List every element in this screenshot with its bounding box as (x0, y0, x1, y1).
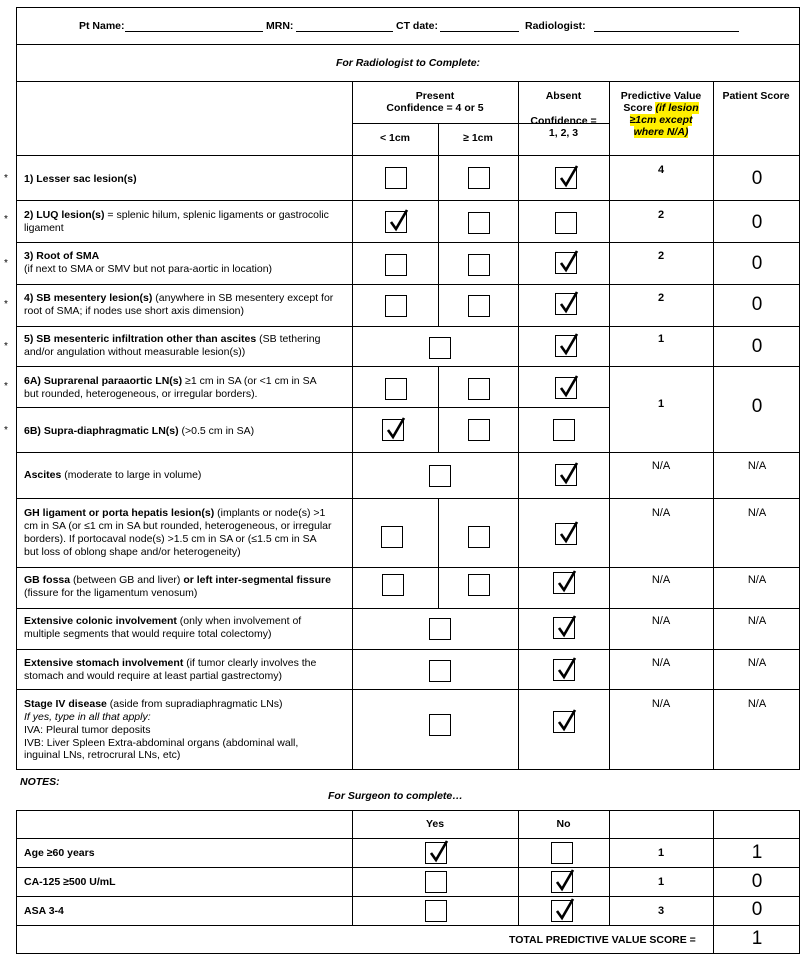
patient-score: N/A (747, 615, 767, 627)
checkmark-icon (555, 711, 577, 733)
row-sma-label: 3) Root of SMA (24, 250, 100, 262)
checkbox-absent[interactable] (553, 572, 575, 594)
patient-score: N/A (747, 574, 767, 586)
checkbox-ge1cm[interactable] (468, 574, 490, 596)
required-star: * (4, 173, 8, 184)
pv-value: N/A (651, 698, 671, 710)
patient-score: 0 (751, 336, 763, 357)
checkbox-absent[interactable] (555, 523, 577, 545)
checkbox-yes[interactable] (425, 842, 447, 864)
checkbox-lt1cm[interactable] (382, 419, 404, 441)
patient-score: 1 (751, 842, 763, 863)
pv-header-line4: where N/A) (633, 126, 689, 138)
checkmark-icon (384, 419, 406, 441)
surgeon-row-label: Age ≥60 years (24, 847, 95, 859)
pv-value: 2 (657, 292, 665, 304)
row-sb-infiltration-label: 5) SB mesenteric infiltration other than ascites (SB tethering (24, 333, 321, 345)
present-confidence: Confidence = 4 or 5 (386, 102, 484, 114)
checkbox-absent[interactable] (555, 293, 577, 315)
checkbox-absent[interactable] (553, 659, 575, 681)
row-sb-mesentery-label: 4) SB mesentery lesion(s) (anywhere in SB mesentery except for (24, 292, 334, 304)
absent-header: Absent (545, 90, 582, 102)
present-header: Present (415, 90, 455, 102)
pt-name-label: Pt Name: (79, 20, 125, 32)
row-stage-iv-line5: inguinal LNs, retrocrural LNs, etc) (24, 749, 181, 761)
checkmark-icon (427, 842, 449, 864)
pv-value: N/A (651, 460, 671, 472)
pv-value: N/A (651, 657, 671, 669)
row-sb-infiltration-line2: and/or angulation without measurable lesion(s)) (24, 346, 246, 358)
required-star: * (4, 425, 8, 436)
patient-score: 0 (751, 212, 763, 233)
row-luq-label: 2) LUQ lesion(s) = splenic hilum, splenic ligaments or gastrocolic (24, 209, 329, 221)
checkbox-present[interactable] (429, 465, 451, 487)
checkbox-present[interactable] (429, 714, 451, 736)
row-stomach-label: Extensive stomach involvement (if tumor clearly involves the (24, 657, 317, 669)
yes-header: Yes (425, 818, 445, 830)
no-header: No (556, 818, 571, 830)
checkbox-ge1cm[interactable] (468, 419, 490, 441)
row-stage-iv-line3: IVA: Pleural tumor deposits (24, 724, 151, 736)
checkmark-icon (387, 211, 409, 233)
checkmark-icon (557, 464, 579, 486)
row-stage-iv-line4: IVB: Liver Spleen Extra-abdominal organs (abdominal wall, (24, 737, 299, 749)
checkbox-no[interactable] (551, 871, 573, 893)
row-gb-fossa-label: GB fossa (between GB and liver) or left inter-segmental fissure (24, 574, 331, 586)
row-supradiaphragmatic-label: 6B) Supra-diaphragmatic LN(s) (>0.5 cm in SA) (24, 425, 255, 437)
checkmark-icon (553, 871, 575, 893)
row-stomach-line2: stomach and would require at least partial gastrectomy) (24, 670, 282, 682)
checkbox-lt1cm[interactable] (385, 167, 407, 189)
required-star: * (4, 258, 8, 269)
absent-confidence-values: 1, 2, 3 (548, 127, 579, 139)
checkmark-icon (557, 335, 579, 357)
checkmark-icon (557, 377, 579, 399)
surgeon-section-title: For Surgeon to complete… (328, 790, 463, 802)
row-paraaortic-line2: but rounded, heterogeneous, or irregular borders). (24, 388, 258, 400)
row-stage-iv-label: Stage IV disease (aside from supradiaphragmatic LNs) (24, 698, 283, 710)
patient-score: N/A (747, 507, 767, 519)
checkbox-lt1cm[interactable] (382, 574, 404, 596)
radiologist-section-title: For Radiologist to Complete: (335, 57, 481, 69)
row-stage-iv-line2: If yes, type in all that apply: (24, 711, 151, 723)
checkbox-absent[interactable] (555, 377, 577, 399)
pv-header: Predictive Value (620, 90, 702, 102)
mrn-label: MRN: (266, 20, 294, 32)
checkmark-icon (555, 617, 577, 639)
checkbox-absent[interactable] (555, 464, 577, 486)
absent-confidence: Confidence = (530, 115, 597, 127)
row-lesser-sac-label: 1) Lesser sac lesion(s) (24, 173, 137, 185)
pv-value: 2 (657, 209, 665, 221)
checkbox-lt1cm[interactable] (385, 378, 407, 400)
pv-header-line3: ≥1cm except (629, 114, 693, 126)
checkbox-no[interactable] (551, 900, 573, 922)
pv-value: N/A (651, 615, 671, 627)
checkbox-lt1cm[interactable] (385, 254, 407, 276)
pv-value: 1 (657, 333, 665, 345)
checkbox-present[interactable] (429, 618, 451, 640)
patient-score: 0 (751, 871, 763, 892)
checkmark-icon (557, 523, 579, 545)
checkbox-lt1cm[interactable] (385, 295, 407, 317)
checkmark-icon (555, 659, 577, 681)
patient-score: N/A (747, 657, 767, 669)
checkbox-yes[interactable] (425, 900, 447, 922)
checkbox-ge1cm[interactable] (468, 378, 490, 400)
surgeon-row-label: ASA 3-4 (24, 905, 64, 917)
ge1cm-header: ≥ 1cm (463, 132, 493, 144)
checkbox-lt1cm[interactable] (381, 526, 403, 548)
pv-value: 4 (657, 164, 665, 176)
pv-value: N/A (651, 507, 671, 519)
ct-date-field[interactable] (440, 31, 519, 32)
radiologist-field[interactable] (594, 31, 739, 32)
lt1cm-header: < 1cm (379, 132, 411, 144)
patient-score: 0 (751, 294, 763, 315)
checkmark-icon (557, 293, 579, 315)
row-gh-line3: borders). If portocaval node(s) >1.5 cm in SA or (≤1.5 cm in SA (24, 533, 317, 545)
checkmark-icon (557, 252, 579, 274)
row-gh-line2: cm in SA (or ≤1 cm in SA but rounded, heterogeneous, or irregular (24, 520, 332, 532)
pv-value: 1 (657, 398, 665, 410)
pv-header-line2: Score (if lesion (623, 102, 699, 114)
checkmark-icon (555, 572, 577, 594)
checkbox-absent[interactable] (555, 335, 577, 357)
patient-score: 0 (751, 253, 763, 274)
surgeon-row-label: CA-125 ≥500 U/mL (24, 876, 116, 888)
checkbox-yes[interactable] (425, 871, 447, 893)
required-star: * (4, 299, 8, 310)
required-star: * (4, 341, 8, 352)
patient-score: N/A (747, 460, 767, 472)
checkbox-ge1cm[interactable] (468, 167, 490, 189)
total-score-value: 1 (751, 928, 763, 949)
patient-score-header: Patient Score (722, 90, 790, 102)
checkbox-present[interactable] (429, 337, 451, 359)
row-gh-ligament-label: GH ligament or porta hepatis lesion(s) (implants or node(s) >1 (24, 507, 326, 519)
patient-score: 0 (751, 168, 763, 189)
checkbox-absent[interactable] (553, 617, 575, 639)
patient-score: 0 (751, 396, 763, 417)
notes-label: NOTES: (20, 776, 60, 788)
row-luq-label-line2: ligament (24, 222, 64, 234)
row-paraaortic-label: 6A) Suprarenal paraaortic LN(s) ≥1 cm in SA (or <1 cm in SA (24, 375, 317, 387)
checkbox-ge1cm[interactable] (468, 212, 490, 234)
checkbox-ge1cm[interactable] (468, 295, 490, 317)
checkbox-ge1cm[interactable] (468, 526, 490, 548)
checkbox-ge1cm[interactable] (468, 254, 490, 276)
row-ascites-label: Ascites (moderate to large in volume) (24, 469, 202, 481)
pv-value: 2 (657, 250, 665, 262)
row-colonic-label: Extensive colonic involvement (only when involvement of (24, 615, 302, 627)
ct-date-label: CT date: (396, 20, 438, 32)
checkbox-present[interactable] (429, 660, 451, 682)
checkbox-absent[interactable] (553, 419, 575, 441)
row-sb-mesentery-line2: root of SMA; if nodes use short axis dimension) (24, 305, 245, 317)
row-colonic-line2: multiple segments that would require total colectomy) (24, 628, 272, 640)
row-gh-line4: but loss of oblong shape and/or heterogeneity) (24, 546, 241, 558)
mrn-field[interactable] (296, 31, 393, 32)
pv-value: 1 (657, 876, 665, 888)
checkbox-absent[interactable] (555, 212, 577, 234)
radiologist-label: Radiologist: (525, 20, 586, 32)
checkmark-icon (553, 900, 575, 922)
pv-value: 1 (657, 847, 665, 859)
checkbox-absent[interactable] (555, 252, 577, 274)
pt-name-field[interactable] (125, 31, 263, 32)
required-star: * (4, 214, 8, 225)
patient-score: N/A (747, 698, 767, 710)
checkbox-no[interactable] (551, 842, 573, 864)
checkbox-absent[interactable] (553, 711, 575, 733)
checkbox-lt1cm[interactable] (385, 211, 407, 233)
required-star: * (4, 381, 8, 392)
checkbox-absent[interactable] (555, 167, 577, 189)
total-score-label: TOTAL PREDICTIVE VALUE SCORE = (509, 934, 696, 946)
pv-value: N/A (651, 574, 671, 586)
row-sma-label-line2: (if next to SMA or SMV but not para-aortic in location) (24, 263, 273, 275)
pv-value: 3 (657, 905, 665, 917)
checkmark-icon (557, 167, 579, 189)
patient-score: 0 (751, 899, 763, 920)
row-gb-line2: (fissure for the ligamentum venosum) (24, 587, 198, 599)
